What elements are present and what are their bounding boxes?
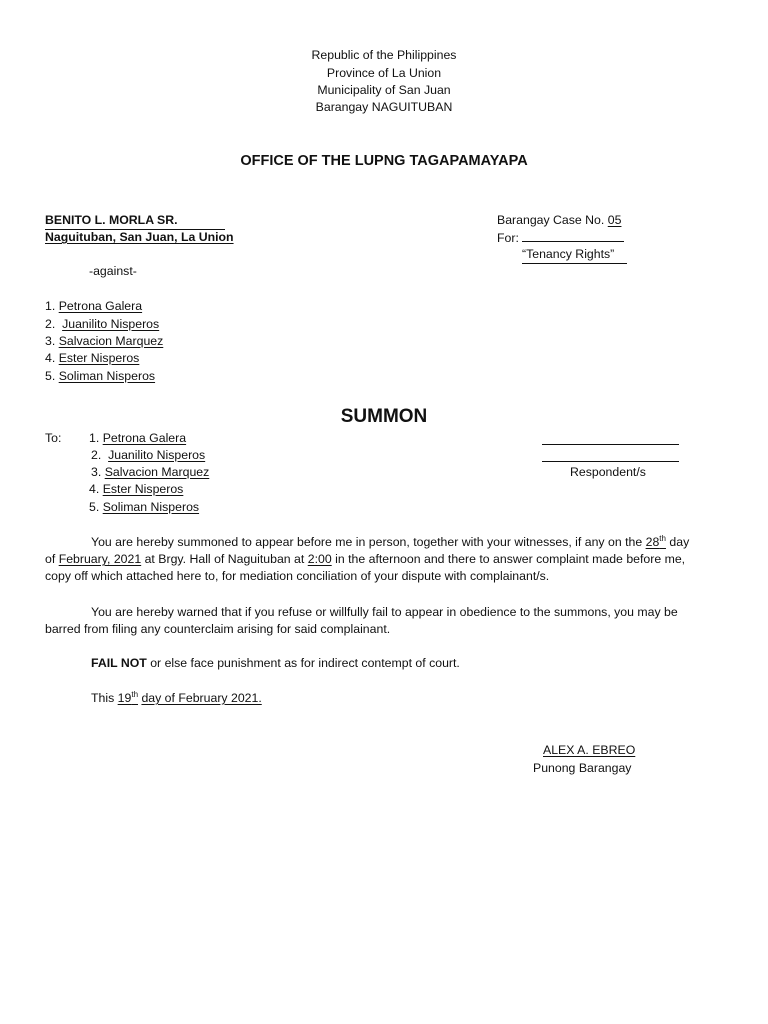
complainant-name: BENITO L. MORLA SR.	[45, 212, 225, 230]
to-respondent-4: 4. Ester Nisperos	[89, 482, 184, 496]
body-p1-line1: You are hereby summoned to appear before me in person, together with your witnesses, if any on the 28th day	[91, 533, 690, 549]
fail-not: FAIL NOT	[91, 656, 147, 670]
date-line: This 19th day of February 2021.	[91, 689, 262, 705]
case-number-line	[497, 212, 621, 229]
to-respondent-name: Juanilito Nisperos	[108, 448, 206, 462]
to-respondent-5: 5. Soliman Nisperos	[89, 500, 200, 514]
case-for-line	[497, 229, 624, 247]
to-respondent-name: Salvacion Marquez	[104, 465, 210, 479]
respondent-blank-line-2	[542, 461, 679, 462]
respondent-blank-line-1	[542, 444, 679, 445]
to-respondent-name: Soliman Nisperos	[102, 500, 200, 514]
respondent-name: Juanilito Nisperos	[62, 317, 160, 331]
body-p3: FAIL NOT or else face punishment as for indirect contempt of court.	[91, 656, 460, 670]
office-title: OFFICE OF THE LUPNG TAGAPAMAYAPA	[240, 153, 528, 169]
body-p2-line1: You are hereby warned that if you refuse or willfully fail to appear in obedience to the summons, you may be	[91, 605, 678, 619]
barangay-label: Barangay	[315, 100, 369, 114]
body-p1-line3: copy off which attached here to, for mediation conciliation of your dispute with complainant/s.	[45, 569, 550, 583]
barangay-name: NAGUITUBAN	[371, 100, 453, 114]
case-subject-line	[522, 246, 627, 264]
to-respondent-2: 2. Juanilito Nisperos	[91, 448, 206, 462]
respondent-item-4: 4. Ester Nisperos	[45, 351, 140, 365]
to-label: To:	[45, 431, 62, 445]
complainant-address: Naguituban, San Juan, La Union	[45, 230, 234, 244]
hearing-month: February, 2021	[58, 552, 142, 566]
header-line-barangay	[0, 99, 768, 116]
header-line-municipality: Municipality of San Juan	[317, 83, 451, 97]
case-for-blank	[522, 229, 624, 242]
respondent-name: Ester Nisperos	[58, 351, 140, 365]
signatory-name: ALEX A. EBREO	[543, 743, 636, 757]
case-number: 05	[607, 213, 622, 227]
body-p1-line2: of February, 2021 at Brgy. Hall of Naguituban at 2:00 in the afternoon and there to answer complaint made before me,	[45, 552, 686, 566]
case-for-label: For:	[497, 231, 519, 245]
signatory-title: Punong Barangay	[533, 761, 632, 775]
hearing-time: 2:00	[307, 552, 332, 566]
complainant-name-line	[45, 212, 225, 230]
respondent-label: Respondent/s	[570, 465, 646, 479]
respondent-name: Salvacion Marquez	[58, 334, 164, 348]
respondent-item-1: 1. Petrona Galera	[45, 299, 143, 313]
summon-title: SUMMON	[340, 406, 428, 427]
hearing-day: 28th	[645, 533, 666, 549]
case-number-label: Barangay Case No.	[497, 213, 605, 227]
date-day: 19th	[117, 689, 139, 705]
to-respondent-3: 3. Salvacion Marquez	[91, 465, 210, 479]
case-subject: “Tenancy Rights”	[522, 246, 627, 264]
to-respondent-1: 1. Petrona Galera	[89, 431, 187, 445]
header-line-republic: Republic of the Philippines	[311, 48, 457, 62]
to-respondent-name: Ester Nisperos	[102, 482, 184, 496]
against-label: -against-	[89, 264, 137, 278]
respondent-item-5: 5. Soliman Nisperos	[45, 369, 156, 383]
header-line-province: Province of La Union	[326, 66, 442, 80]
respondent-item-3: 3. Salvacion Marquez	[45, 334, 164, 348]
respondent-name: Soliman Nisperos	[58, 369, 156, 383]
respondent-item-2: 2. Juanilito Nisperos	[45, 317, 160, 331]
body-p2-line2: barred from filing any counterclaim arising for said complainant.	[45, 622, 391, 636]
to-respondent-name: Petrona Galera	[102, 431, 187, 445]
respondent-name: Petrona Galera	[58, 299, 143, 313]
